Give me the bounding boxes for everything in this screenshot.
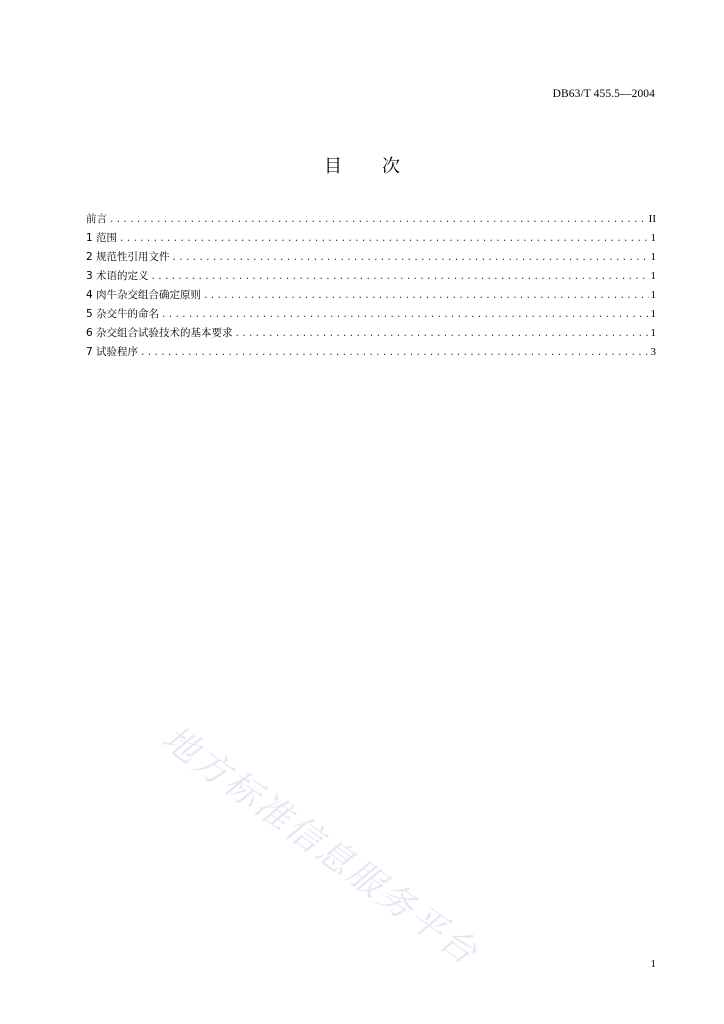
toc-entry-label: 3 术语的定义 bbox=[86, 270, 149, 282]
toc-entry-page: 1 bbox=[650, 232, 656, 244]
toc-entry[interactable] bbox=[86, 210, 656, 229]
toc-entry[interactable] bbox=[86, 286, 656, 305]
watermark: 地方标准信息服务平台 bbox=[154, 718, 486, 975]
toc-entry-page: 1 bbox=[650, 327, 656, 339]
toc-leader-dots bbox=[235, 325, 649, 344]
title-part-1: 目 bbox=[324, 156, 342, 177]
toc-entry[interactable] bbox=[86, 305, 656, 324]
toc-entry-page: 1 bbox=[650, 251, 656, 263]
toc-leader-dots bbox=[203, 287, 648, 306]
toc-entry-page: 1 bbox=[650, 308, 656, 320]
toc-entry-page: 1 bbox=[650, 270, 656, 282]
toc-entry-page: 1 bbox=[650, 289, 656, 301]
toc-entry-label: 1 范围 bbox=[86, 232, 118, 244]
page-title bbox=[0, 152, 724, 178]
toc-entry[interactable] bbox=[86, 343, 656, 362]
toc-entry-label: 4 肉牛杂交组合确定原则 bbox=[86, 289, 202, 301]
toc-leader-dots bbox=[140, 344, 648, 363]
toc-entry-page: 3 bbox=[650, 346, 656, 358]
toc-entry[interactable] bbox=[86, 267, 656, 286]
toc-entry-label: 5 杂交牛的命名 bbox=[86, 308, 160, 320]
table-of-contents bbox=[86, 210, 656, 362]
toc-entry-label: 2 规范性引用文件 bbox=[86, 251, 170, 263]
toc-entry[interactable] bbox=[86, 229, 656, 248]
toc-leader-dots bbox=[172, 249, 649, 268]
toc-entry-label: 7 试验程序 bbox=[86, 346, 139, 358]
toc-entry[interactable] bbox=[86, 324, 656, 343]
toc-entry-label: 6 杂交组合试验技术的基本要求 bbox=[86, 327, 233, 339]
toc-entry-page: II bbox=[648, 213, 656, 225]
toc-entry[interactable] bbox=[86, 248, 656, 267]
toc-leader-dots bbox=[161, 306, 648, 325]
document-code: DB63/T 455.5—2004 bbox=[552, 88, 655, 100]
toc-leader-dots bbox=[109, 211, 647, 230]
toc-entry-label: 前言 bbox=[86, 213, 107, 225]
page-number: 1 bbox=[650, 958, 656, 970]
toc-leader-dots bbox=[151, 268, 649, 287]
title-part-2: 次 bbox=[382, 156, 400, 177]
toc-leader-dots bbox=[119, 230, 648, 249]
